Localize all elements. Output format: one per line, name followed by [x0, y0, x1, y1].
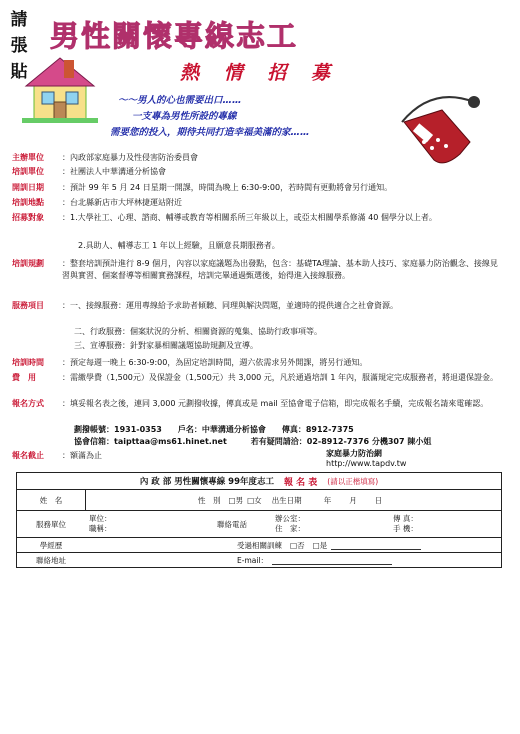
- mobile-label: 手 機：: [393, 524, 418, 533]
- registration-form: [16, 472, 502, 568]
- info-row-service: [12, 300, 502, 326]
- form-heading: 內 政 部 男性關懷專線 99年度志工: [139, 477, 275, 487]
- row-value: ：預計 99 年 5 月 24 日星期一開課，時間為晚上 6:30-9:00，若時間有更動將會另行通知。: [62, 183, 393, 192]
- gender-label: 性 別: [198, 495, 221, 505]
- slogan-line: 需要您的投入，期待共同打造幸福美滿的家……: [110, 127, 310, 138]
- side-char: 張: [10, 36, 28, 56]
- contact-text: 協會信箱：taipttaa@ms61.hinet.net 若有疑問請洽：02-8912-7376 分機307 陳小姐: [74, 437, 432, 446]
- page-title: 男性關懷專線志工: [50, 19, 299, 53]
- form-row-unit: [17, 511, 501, 538]
- training-yes-checkbox[interactable]: □是: [312, 540, 328, 550]
- row-value: ：預定每週一晚上 6:30-9:00，為固定培訓時間，週六依需求另外開課，將另行通知。: [62, 358, 368, 367]
- page-subtitle: 熱 情 招 募: [180, 62, 339, 84]
- birth-year-label: 年: [323, 495, 332, 505]
- job-title-label: 職稱：: [89, 524, 112, 533]
- row-label: 報名截止: [12, 451, 44, 460]
- email-field[interactable]: [272, 556, 392, 565]
- row-label: 服務項目: [12, 301, 44, 310]
- row-value: ：填妥報名表之後，連同 3,000 元劃撥收據，傳真或是 mail 至協會電子信箱，即完成報名手續，完成報名請來電確認。: [62, 399, 489, 408]
- row-label: 培訓時間: [12, 358, 44, 367]
- info-row-fee: [12, 372, 502, 398]
- row-value: ：整套培訓預計進行 8-9 個月，內容以家庭議題為出發點，包含：基礎TA理論、基本助人技巧、家庭暴力防治觀念、接線見習與實習、個案督導等相關實務課程，培訓完畢通過甄選後，始得進入接線服務。: [62, 259, 498, 280]
- side-char: 請: [10, 10, 28, 30]
- gender-male-checkbox[interactable]: □男: [228, 495, 244, 505]
- house-illustration: [20, 52, 100, 124]
- form-row-address: [17, 553, 501, 567]
- row-value: 三、宣導服務：針對家暴相關議題協助規劃及宣導。: [74, 341, 258, 350]
- info-row-plan: [12, 258, 502, 298]
- row-value: ：額滿為止: [62, 451, 102, 460]
- row-value: 2.具助人、輔導志工 1 年以上經驗，且願意長期服務者。: [78, 241, 280, 250]
- home-phone-label: 住 家：: [275, 524, 305, 533]
- address-label: 聯絡地址: [36, 555, 66, 565]
- row-value: 二、行政服務：個案狀況的分析、相關資源的蒐集、協助行政事項等。: [74, 327, 322, 336]
- unit-field-label: 單位：: [89, 514, 112, 523]
- row-value: ：台北縣新店市大坪林捷運站附近: [62, 198, 182, 207]
- row-label: 報名方式: [12, 399, 44, 408]
- slogan-line: ～～男人的心也需要出口……: [118, 95, 242, 106]
- row-value: ：需繳學費（1,500元）及保證金（1,500元）共 3,000 元，凡於通過培訓 1 年內，服滿規定完成服務者，將退還保證金。: [62, 373, 498, 382]
- row-label: 費 用: [12, 373, 36, 382]
- row-label: 培訓規劃: [12, 259, 44, 268]
- row-label: 培訓單位: [12, 167, 44, 176]
- row-label: 開訓日期: [12, 183, 44, 192]
- unit-fields[interactable]: [85, 514, 213, 534]
- row-value: ：社團法人中華溝通分析協會: [62, 167, 166, 176]
- org-name: 家庭暴力防治網: [326, 449, 382, 458]
- side-char: 貼: [10, 62, 28, 82]
- row-label: 主辦單位: [12, 153, 44, 162]
- birth-month-label: 月: [349, 495, 357, 505]
- name-label: 姓 名: [17, 490, 86, 510]
- office-phone-label: 辦公室：: [275, 514, 305, 523]
- gender-female-checkbox[interactable]: □女: [247, 495, 262, 505]
- email-label: E-mail：: [237, 555, 269, 565]
- info-row-target: [12, 212, 502, 238]
- info-row-apply: [12, 398, 502, 424]
- form-note: (請以正楷填寫): [327, 476, 379, 486]
- phone-label: 聯絡電話: [217, 519, 247, 529]
- form-row-education: [17, 538, 501, 553]
- birth-day-label: 日: [374, 495, 383, 505]
- fax-label: 傳 真：: [393, 514, 418, 523]
- training-detail-field[interactable]: [331, 541, 421, 550]
- education-label: 學經歷: [39, 540, 63, 550]
- row-label: 招募對象: [12, 213, 44, 222]
- row-value: ：內政部家庭暴力及性侵害防治委員會: [62, 153, 198, 162]
- form-title: 報 名 表: [284, 477, 318, 488]
- form-header: [17, 473, 501, 490]
- row-label: 培訓地點: [12, 198, 44, 207]
- birth-label: 出生日期: [271, 495, 302, 505]
- training-label: 受過相關訓練: [237, 540, 282, 550]
- phone-fields[interactable]: [271, 514, 389, 534]
- account-text: 劃撥帳號：1931-0353 戶名：中華溝通分析協會 傳真：8912-7375: [74, 425, 354, 434]
- form-row-name: [17, 490, 501, 511]
- training-no-checkbox[interactable]: □否: [290, 540, 305, 550]
- row-value: ：1.大學社工、心理、諮商、輔導或教育等相關系所三年級以上，或亞太相關學系修滿 40 個學分以上者。: [62, 213, 437, 222]
- slogan-line: 一支專為男性所設的專線: [132, 111, 237, 122]
- unit-label: 服務單位: [36, 519, 66, 529]
- fax-mobile-fields[interactable]: [389, 514, 422, 534]
- org-url[interactable]: http://www.tapdv.tw: [326, 459, 407, 468]
- row-value: ：一、接線服務：運用專線給予求助者傾聽、同理與解決問題，並適時的提供適合之社會資源。: [62, 301, 398, 310]
